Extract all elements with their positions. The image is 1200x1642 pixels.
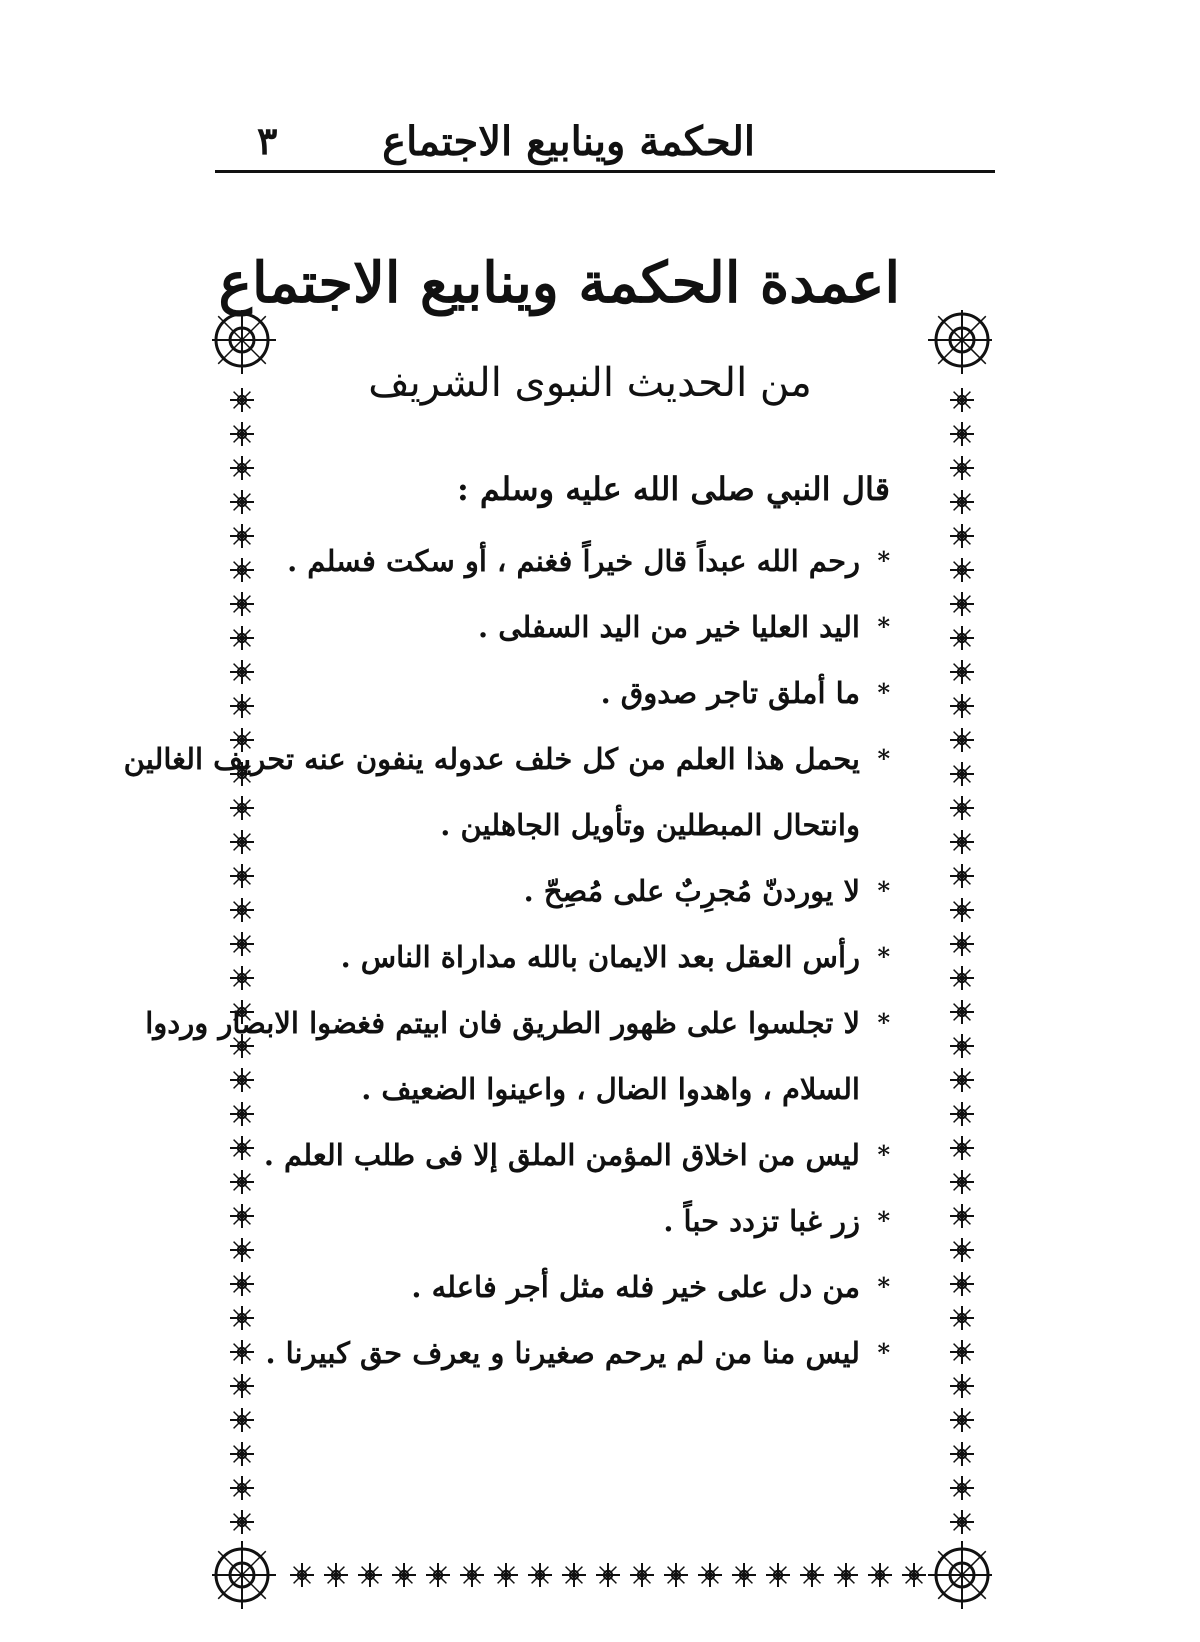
hadith-item bbox=[250, 1122, 890, 1188]
hadith-item bbox=[250, 660, 890, 726]
bullet-asterisk: * bbox=[877, 1206, 890, 1235]
hadith-line: السلام ، واهدوا الضال ، واعينوا الضعيف . bbox=[361, 1072, 860, 1106]
hadith-line: وانتحال المبطلين وتأويل الجاهلين . bbox=[440, 808, 860, 842]
hadith-item bbox=[250, 858, 890, 924]
bullet-asterisk: * bbox=[877, 678, 890, 707]
hadith-line: زر غبا تزدد حباً . bbox=[663, 1204, 860, 1238]
hadith-line: رحم الله عبداً قال خيراً فغنم ، أو سكت فسلم . bbox=[287, 544, 860, 578]
hadith-item bbox=[250, 1254, 890, 1320]
bullet-asterisk: * bbox=[877, 1272, 890, 1301]
hadith-line: لا تجلسوا على ظهور الطريق فان ابيتم فغضوا الابصار وردوا bbox=[145, 1006, 860, 1040]
bullet-asterisk: * bbox=[877, 546, 890, 575]
hadith-list bbox=[123, 528, 890, 1386]
bullet-asterisk: * bbox=[877, 612, 890, 641]
hadith-item bbox=[145, 990, 890, 1122]
subtitle: من الحديث النبوى الشريف bbox=[368, 360, 812, 406]
main-title: اعمدة الحكمة وينابيع الاجتماع bbox=[218, 250, 900, 316]
hadith-item bbox=[123, 726, 890, 858]
running-header bbox=[215, 118, 995, 178]
page-number: ٣ bbox=[257, 118, 278, 163]
header-rule bbox=[215, 170, 995, 173]
hadith-item bbox=[250, 1188, 890, 1254]
hadith-item bbox=[250, 528, 890, 594]
bullet-asterisk: * bbox=[877, 1008, 890, 1037]
hadith-line: رأس العقل بعد الايمان بالله مداراة الناس . bbox=[340, 940, 860, 974]
hadith-item bbox=[250, 1320, 890, 1386]
running-header-title: الحكمة وينابيع الاجتماع bbox=[382, 118, 755, 165]
hadith-item bbox=[250, 594, 890, 660]
hadith-line: لا يوردنّ مُجرِبٌ على مُصِحّ . bbox=[523, 874, 860, 908]
intro-line: قال النبي صلى الله عليه وسلم : bbox=[456, 470, 890, 508]
bullet-asterisk: * bbox=[877, 1140, 890, 1169]
hadith-line: ليس من اخلاق المؤمن الملق إلا فى طلب العلم . bbox=[263, 1138, 860, 1172]
hadith-line: اليد العليا خير من اليد السفلى . bbox=[478, 610, 860, 644]
bullet-asterisk: * bbox=[877, 876, 890, 905]
bullet-asterisk: * bbox=[877, 1338, 890, 1367]
hadith-line: ما أملق تاجر صدوق . bbox=[600, 676, 860, 710]
hadith-item bbox=[250, 924, 890, 990]
hadith-line: من دل على خير فله مثل أجر فاعله . bbox=[411, 1270, 860, 1304]
hadith-line: ليس منا من لم يرحم صغيرنا و يعرف حق كبيرنا . bbox=[265, 1336, 860, 1370]
hadith-line: يحمل هذا العلم من كل خلف عدوله ينفون عنه تحريف الغالين bbox=[123, 742, 860, 776]
bullet-asterisk: * bbox=[877, 942, 890, 971]
bullet-asterisk: * bbox=[877, 744, 890, 773]
